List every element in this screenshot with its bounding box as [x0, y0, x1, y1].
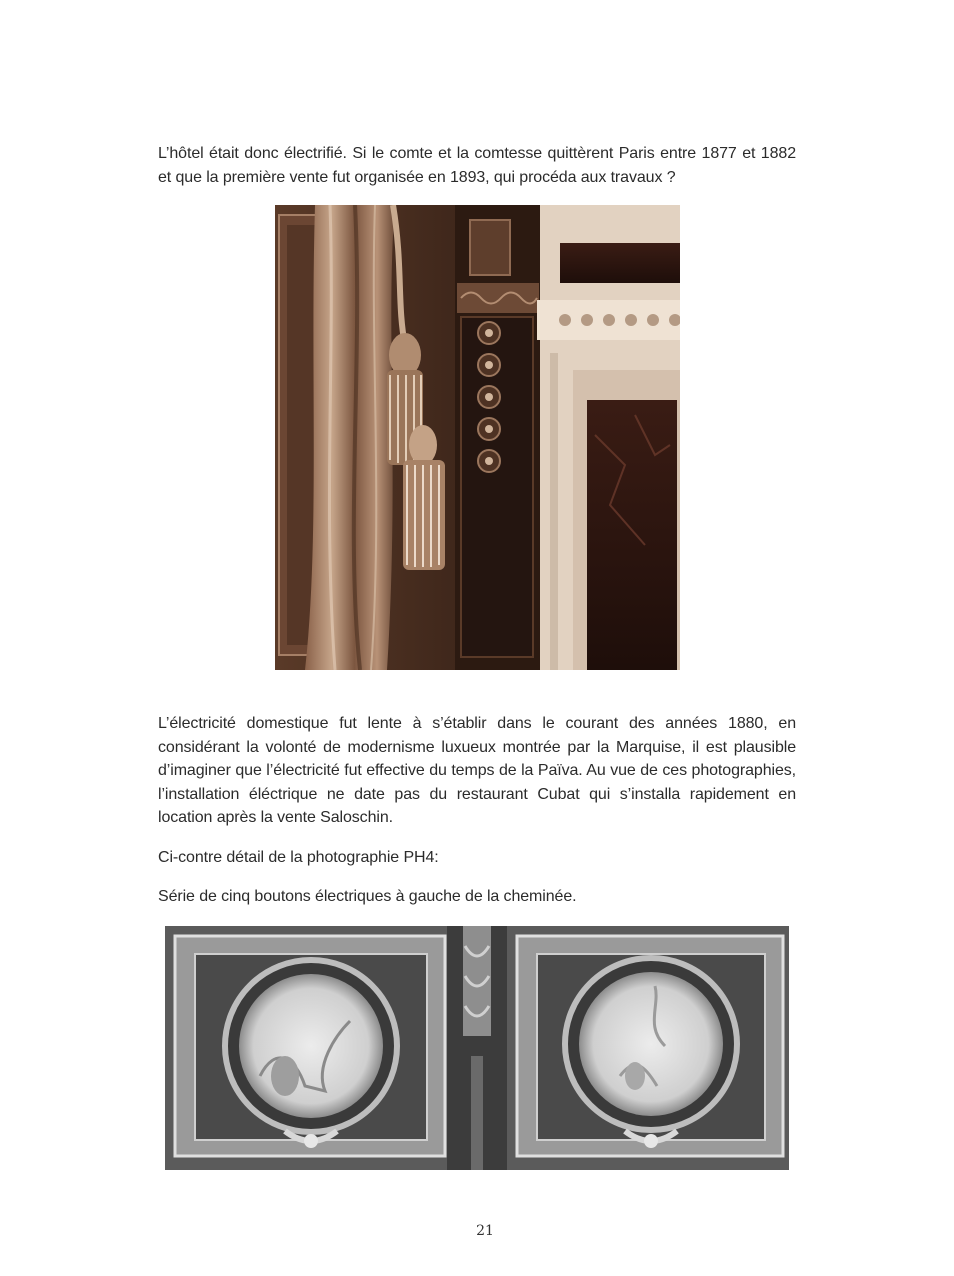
- paragraph-caption-ph4: Ci-contre détail de la photographie PH4:: [158, 849, 439, 866]
- bw-photograph: [165, 926, 789, 1170]
- sepia-photograph: [275, 205, 680, 670]
- paragraph-electricity: L’électricité domestique fut lente à s’établir dans le courant des années 1880, en considérant la volonté de modernisme luxueux montrée par la Marquise, il est plausible d’imaginer que l’électricité fut effective du temps de la Païva. Au vue de ces photographies, l’installation éléctrique ne date pas du restaurant Cubat qui s’installa rapidement en location après la vente Saloschin.: [158, 715, 796, 826]
- paragraph-buttons-series: Série de cinq boutons électriques à gauche de la cheminée.: [158, 888, 577, 905]
- paragraph-intro: L’hôtel était donc électrifié. Si le comte et la comtesse quittèrent Paris entre 1877 et 1882 et que la première vente fut organisée en 1893, qui procéda aux travaux ?: [158, 145, 796, 186]
- page-number: 21: [476, 1223, 494, 1239]
